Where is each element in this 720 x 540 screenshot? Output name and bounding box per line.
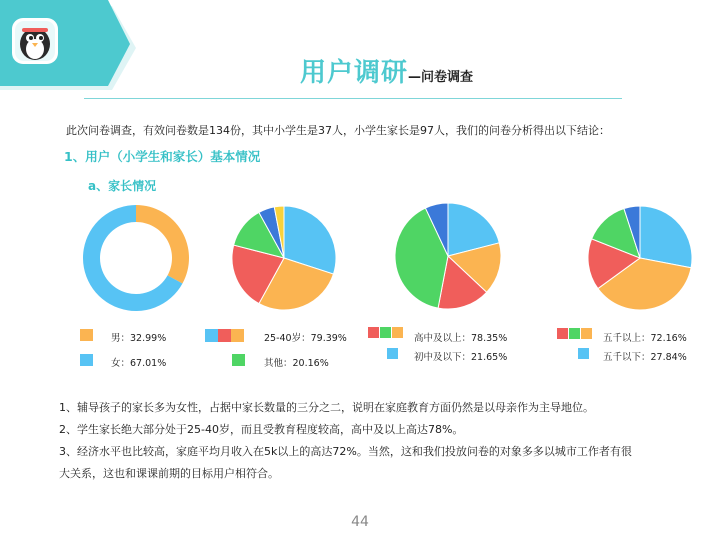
legend-swatch-blue bbox=[80, 354, 93, 366]
header-ribbon bbox=[0, 0, 150, 100]
page-title-sub: —问卷调查 bbox=[408, 70, 474, 85]
intro-text: 此次问卷调查，有效问卷数是134份，其中小学生是37人，小学生家长是97人，我们的问卷分析得出以下结论： bbox=[66, 124, 610, 137]
legend-age-25-40: 25-40岁：79.39% bbox=[264, 333, 347, 344]
legend-female: 女：67.01% bbox=[111, 358, 167, 369]
page-title-main: 用户调研 bbox=[300, 58, 409, 88]
legend-swatch-multi bbox=[205, 329, 245, 342]
subsection-heading: a、家长情况 bbox=[88, 179, 157, 193]
legend-swatch-multi bbox=[557, 328, 593, 339]
conclusion-1: 1、辅导孩子的家长多为女性，占据中家长数量的三分之二，说明在家庭教育方面仍然是以母亲作为主导地位。 bbox=[59, 401, 594, 414]
legend-income-high: 五千以上：72.16% bbox=[603, 333, 687, 344]
pie-income bbox=[588, 206, 692, 310]
legend-swatch-blue bbox=[578, 348, 589, 359]
penguin-mascot-icon bbox=[12, 18, 58, 64]
pie-gender bbox=[83, 205, 189, 311]
legend-swatch-blue bbox=[387, 348, 398, 359]
pie-education bbox=[395, 203, 501, 309]
title-divider bbox=[84, 98, 622, 99]
pie-income-slice-0 bbox=[640, 206, 692, 268]
pie-gender-slice-0 bbox=[136, 205, 189, 284]
legend-edu-high: 高中及以上：78.35% bbox=[414, 333, 508, 344]
conclusion-3: 3、经济水平也比较高，家庭平均月收入在5k以上的高达72%。当然，这和我们投放问卷的对象多多以城市工作者有很 bbox=[59, 445, 632, 458]
legend-swatch-green bbox=[232, 354, 245, 366]
pie-age bbox=[232, 206, 336, 310]
section-heading: 1、用户（小学生和家长）基本情况 bbox=[64, 149, 261, 164]
page-number: 44 bbox=[351, 514, 369, 530]
legend-edu-low: 初中及以下：21.65% bbox=[414, 352, 508, 363]
legend-swatch-orange bbox=[80, 329, 93, 341]
conclusion-2: 2、学生家长绝大部分处于25-40岁，而且受教育程度较高，高中及以上高达78%。 bbox=[59, 423, 464, 436]
pie-charts bbox=[0, 190, 720, 320]
legend-male: 男：32.99% bbox=[111, 333, 167, 344]
legend-swatch-multi bbox=[368, 327, 404, 338]
legend-income-low: 五千以下：27.84% bbox=[603, 352, 687, 363]
conclusion-3-cont: 大关系，这也和课课前期的目标用户相符合。 bbox=[59, 467, 279, 480]
legend-age-other: 其他：20.16% bbox=[264, 358, 329, 369]
page-title bbox=[300, 52, 473, 89]
